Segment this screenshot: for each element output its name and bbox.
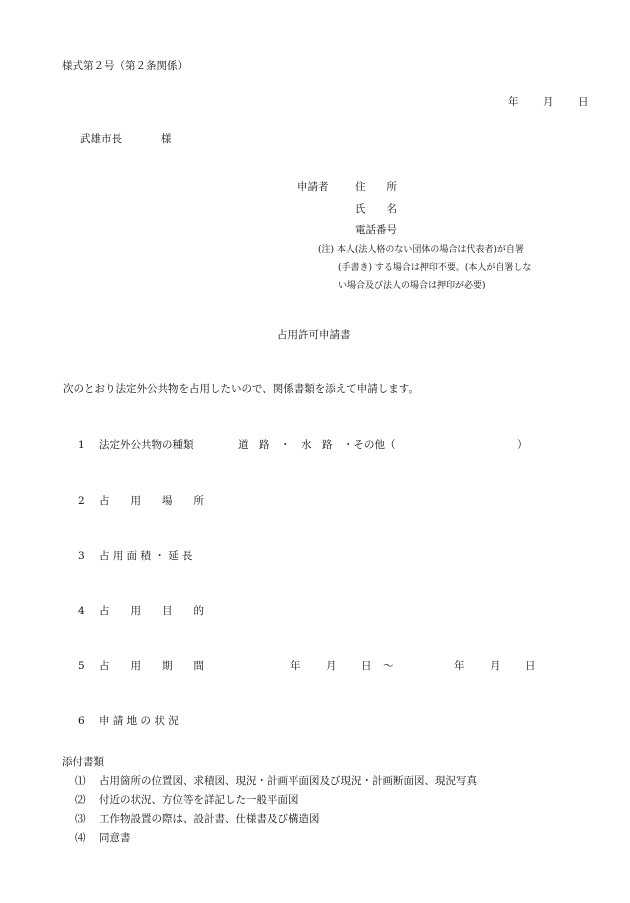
attachment-text: 同意書	[99, 832, 131, 844]
item-number: 6	[78, 715, 85, 727]
applicant-label: 申請者	[297, 181, 329, 193]
item-label: 占 用 期 間	[99, 660, 204, 672]
seal-note-line-3: い場合及び法人の場合は押印が必要)	[338, 281, 486, 291]
property-type-close-paren: ）	[517, 439, 528, 451]
period-end-month: 月	[490, 660, 501, 672]
period-end-year: 年	[454, 660, 465, 672]
item-label: 法定外公共物の種類	[99, 439, 194, 451]
attachment-text: 工作物設置の際は、設計書、仕様書及び構造図	[99, 813, 320, 825]
period-start-day: 日	[361, 660, 372, 672]
item-number: 5	[78, 660, 85, 672]
property-type-options: 道 路 ・ 水 路 ・その他（	[238, 439, 396, 451]
seal-note-line-1: (注) 本人(法人格のない団体の場合は代表者)が自署	[318, 245, 524, 255]
address-label: 住 所	[355, 181, 397, 193]
item-label: 占 用 場 所	[99, 495, 204, 507]
attachment-text: 占用箇所の位置図、求積図、現況・計画平面図及び現況・計画断面図、現況写真	[99, 775, 477, 787]
date-year-label: 年	[508, 96, 519, 108]
date-day-label: 日	[578, 96, 589, 108]
period-end-day: 日	[525, 660, 536, 672]
seal-note-line-2: (手書き) する場合は押印不要。(本人が自署しな	[338, 263, 532, 273]
item-label: 占 用 目 的	[99, 605, 204, 617]
item-number: 3	[78, 550, 85, 562]
attachment-number: ⑴	[75, 775, 86, 787]
document-title: 占用許可申請書	[277, 329, 351, 341]
name-label: 氏 名	[355, 203, 397, 215]
phone-label: 電話番号	[355, 224, 397, 236]
addressee-honorific: 様	[161, 133, 172, 145]
attachment-text: 付近の状況、方位等を詳記した一般平面図	[99, 794, 299, 806]
addressee-name: 武雄市長	[80, 133, 122, 145]
attachments-heading: 添付書類	[62, 756, 104, 768]
date-month-label: 月	[543, 96, 554, 108]
intro-text: 次のとおり法定外公共物を占用したいので、関係書類を添えて申請します。	[63, 383, 419, 395]
attachment-number: ⑷	[75, 832, 86, 844]
item-label: 占 用 面 積 ・ 延 長	[99, 550, 193, 562]
item-number: 4	[78, 605, 85, 617]
attachment-number: ⑶	[75, 813, 86, 825]
period-start-year: 年	[290, 660, 301, 672]
item-number: 2	[78, 495, 85, 507]
attachment-number: ⑵	[75, 794, 86, 806]
period-tilde: ～	[383, 660, 394, 672]
period-start-month: 月	[326, 660, 337, 672]
item-number: 1	[78, 439, 85, 451]
form-number: 様式第２号（第２条関係）	[62, 60, 188, 72]
item-label: 申 請 地 の 状 況	[99, 715, 179, 727]
